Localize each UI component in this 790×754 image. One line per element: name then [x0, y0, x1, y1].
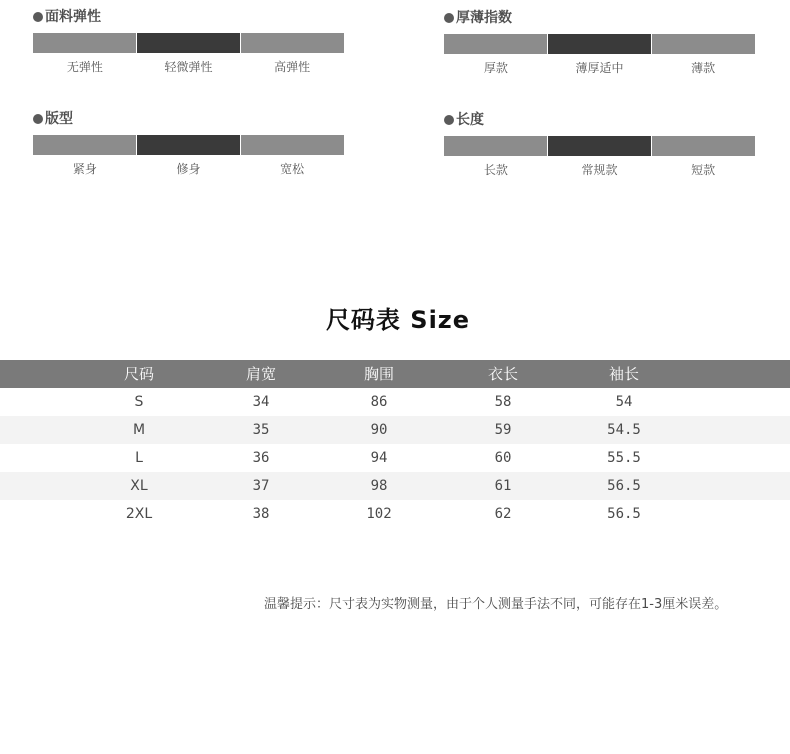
attr-option-label: 修身 [176, 162, 201, 176]
attr-option-label: 薄厚适中 [575, 61, 624, 75]
attr-option-label: 紧身 [72, 162, 97, 176]
attr-bar [33, 135, 344, 155]
table-cell: 98 [370, 478, 388, 494]
attr-bar [444, 34, 755, 54]
attr-title: 厚薄指数 [444, 8, 512, 28]
attr-title: 版型 [33, 109, 73, 129]
table-cell: 54 [615, 394, 633, 410]
table-header-cell: 衣长 [487, 365, 518, 383]
table-cell: M [132, 422, 146, 438]
attr-labels [444, 60, 755, 76]
table-cell: 2XL [125, 506, 153, 522]
table-cell: 56.5 [607, 506, 641, 522]
table-cell: 60 [494, 450, 512, 466]
attr-segment [33, 33, 136, 53]
bullet-icon [444, 115, 454, 125]
table-cell: 86 [370, 394, 388, 410]
table-cell: 34 [252, 394, 270, 410]
table-cell: 56.5 [607, 478, 641, 494]
table-cell: 59 [494, 422, 512, 438]
table-cell: 55.5 [607, 450, 641, 466]
attr-option-label: 轻微弹性 [164, 60, 213, 74]
table-header-cell: 袖长 [608, 365, 639, 383]
table-header-cell: 胸围 [363, 365, 394, 383]
attr-option-label: 无弹性 [66, 60, 103, 74]
attr-labels [444, 162, 755, 178]
attr-segment [137, 135, 240, 155]
table-cell: 90 [370, 422, 388, 438]
attr-segment [548, 34, 651, 54]
table-cell: L [135, 450, 143, 466]
table-row [0, 388, 790, 416]
attr-labels [33, 59, 344, 75]
attr-segment [652, 136, 755, 156]
table-header-cell: 尺码 [123, 365, 154, 383]
attr-option-label: 宽松 [280, 162, 305, 176]
attr-title: 面料弹性 [33, 7, 101, 27]
attr-segment [241, 135, 344, 155]
bullet-icon [444, 13, 454, 23]
table-row [0, 472, 790, 500]
table-cell: 37 [252, 478, 270, 494]
attr-segment [444, 136, 547, 156]
attr-segment [241, 33, 344, 53]
table-cell: 94 [370, 450, 388, 466]
size-chart-title: 尺码表 Size [325, 306, 471, 334]
table-row [0, 416, 790, 444]
attr-title: 长度 [444, 110, 484, 130]
table-cell: 54.5 [607, 422, 641, 438]
table-cell: S [134, 394, 144, 410]
table-header-cell: 肩宽 [245, 365, 276, 383]
table-cell: 102 [366, 506, 392, 522]
attr-segment [548, 136, 651, 156]
attr-segment [137, 33, 240, 53]
attr-option-label: 薄款 [691, 61, 716, 75]
table-row [0, 500, 790, 528]
bullet-icon [33, 114, 43, 124]
attr-option-label: 长款 [483, 163, 508, 177]
attr-segment [652, 34, 755, 54]
attr-bar [444, 136, 755, 156]
table-cell: 35 [252, 422, 270, 438]
table-cell: 58 [494, 394, 512, 410]
table-cell: 61 [494, 478, 512, 494]
table-cell: 62 [494, 506, 512, 522]
attr-option-label: 短款 [691, 163, 716, 177]
attr-segment [444, 34, 547, 54]
attr-option-label: 高弹性 [274, 60, 311, 74]
table-row [0, 444, 790, 472]
table-cell: 36 [252, 450, 270, 466]
attr-labels [33, 161, 344, 177]
attr-option-label: 常规款 [581, 163, 618, 177]
table-cell: XL [130, 478, 148, 494]
table-cell: 38 [252, 506, 270, 522]
attr-bar [33, 33, 344, 53]
attr-option-label: 厚款 [483, 61, 508, 75]
bullet-icon [33, 12, 43, 22]
attr-segment [33, 135, 136, 155]
measurement-note: 温馨提示：尺寸表为实物测量，由于个人测量手法不同，可能存在1-3厘米误差。 [264, 597, 728, 612]
size-table [0, 360, 790, 528]
table-header-row [0, 360, 790, 388]
